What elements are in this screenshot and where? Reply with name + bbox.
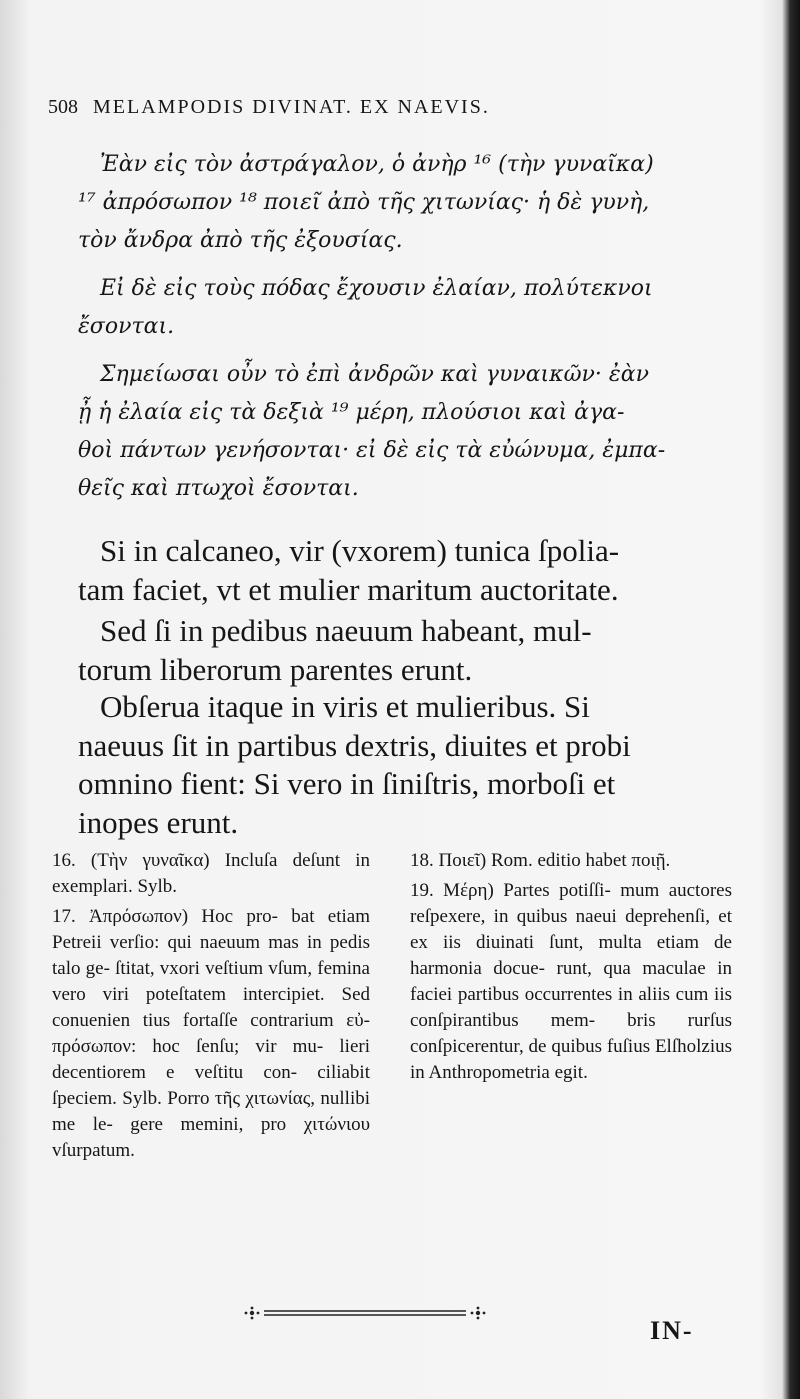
latin-line: inopes erunt. <box>78 804 239 840</box>
latin-line: torum liberorum parentes erunt. <box>78 651 473 687</box>
greek-paragraph-2 <box>78 270 718 346</box>
latin-line: Sed ſi in pedibus naeuum habeant, mul- <box>100 613 592 648</box>
latin-line: tam faciet, vt et mulier maritum auctoritate. <box>78 571 619 607</box>
greek-line: Ἐὰν εἰς τὸν ἀστράγαλον, ὁ ἀνὴρ ¹⁶ (τὴν γυναῖκα) <box>100 152 654 177</box>
greek-line: ¹⁷ ἀπρόσωπον ¹⁸ ποιεῖ ἀπὸ τῆς χιτωνίας· ἡ δὲ γυνὴ, <box>78 190 650 215</box>
greek-line: Σημείωσαι οὖν τὸ ἐπὶ ἀνδρῶν καὶ γυναικῶν· ἐὰν <box>100 362 649 387</box>
running-header <box>48 96 748 119</box>
footnote-16: 16. (Τὴν γυναῖκα) Incluſa deſunt in exemplari. Sylb. <box>52 850 370 897</box>
page-number: 508 <box>48 96 78 118</box>
latin-paragraph-2 <box>78 612 718 689</box>
catchword: IN- <box>650 1316 694 1345</box>
greek-line: τὸν ἄνδρα ἀπὸ τῆς ἐξουσίας. <box>78 228 403 253</box>
greek-line: Εἰ δὲ εἰς τοὺς πόδας ἔχουσιν ἐλαίαν, πολύτεκνοι <box>100 276 653 301</box>
latin-paragraph-3 <box>78 688 718 842</box>
fleuron-icon <box>245 1307 260 1320</box>
fleuron-icon <box>471 1307 486 1320</box>
footnote-19: 19. Μέρη) Partes potiſſi- mum auctores reſpexere, in quibus naeui deprehenſi, et ex iis diuinati ſunt, multa etiam de harmonia docue- runt, qua maculae in faciei partibus occurrentes in aliis cum iis conſpirantibus mem- bris rurſus conſpicerentur, de quibus fuſius Elſholzius in Anthropometria egit. <box>410 880 732 1083</box>
footnote-18: 18. Ποιεῖ) Rom. editio habet ποιῇ. <box>410 850 671 871</box>
greek-line: θεῖς καὶ πτωχοὶ ἔσονται. <box>78 476 359 501</box>
greek-line: θοὶ πάντων γενήσονται· εἰ δὲ εἰς τὰ εὐώνυμα, ἐμπα- <box>78 438 666 463</box>
latin-line: naeuus ſit in partibus dextris, diuites et probi <box>78 727 631 763</box>
footnotes-left-column <box>52 848 370 1168</box>
greek-paragraph-3 <box>78 356 718 508</box>
greek-line: ᾖ ἡ ἐλαία εἰς τὰ δεξιὰ ¹⁹ μέρη, πλούσιοι καὶ ἀγα- <box>78 400 625 425</box>
greek-line: ἔσονται. <box>78 314 175 339</box>
footnotes-right-column <box>410 848 732 1090</box>
ornamental-rule <box>242 1306 488 1320</box>
latin-line: Si in calcaneo, vir (vxorem) tunica ſpolia- <box>100 533 620 568</box>
latin-paragraph-1 <box>78 532 718 609</box>
running-title: MELAMPODIS DIVINAT. EX NAEVIS. <box>93 96 490 118</box>
greek-paragraph-1 <box>78 146 718 260</box>
footnote-17: 17. Ἀπρόσωπον) Hoc pro- bat etiam Petreii verſio: qui naeuum mas in pedis talo ge- ſtitat, vxori veſtium vſum, femina vero viri poteſtatem intercipiet. Sed conuenien tius fortaſſe contrarium εὐ- πρόσωπον: hoc ſenſu; vir mu- lieri decentiorem e veſtitu con- ciliabit ſpeciem. Sylb. Porro τῆς χιτωνίας, nullibi me le- gere memini, pro χιτώνιου vſurpatum. <box>52 906 370 1161</box>
latin-line: omnino fient: Si vero in ſiniſtris, morboſi et <box>78 766 616 801</box>
latin-line: Obſerua itaque in viris et mulieribus. Si <box>100 689 590 724</box>
